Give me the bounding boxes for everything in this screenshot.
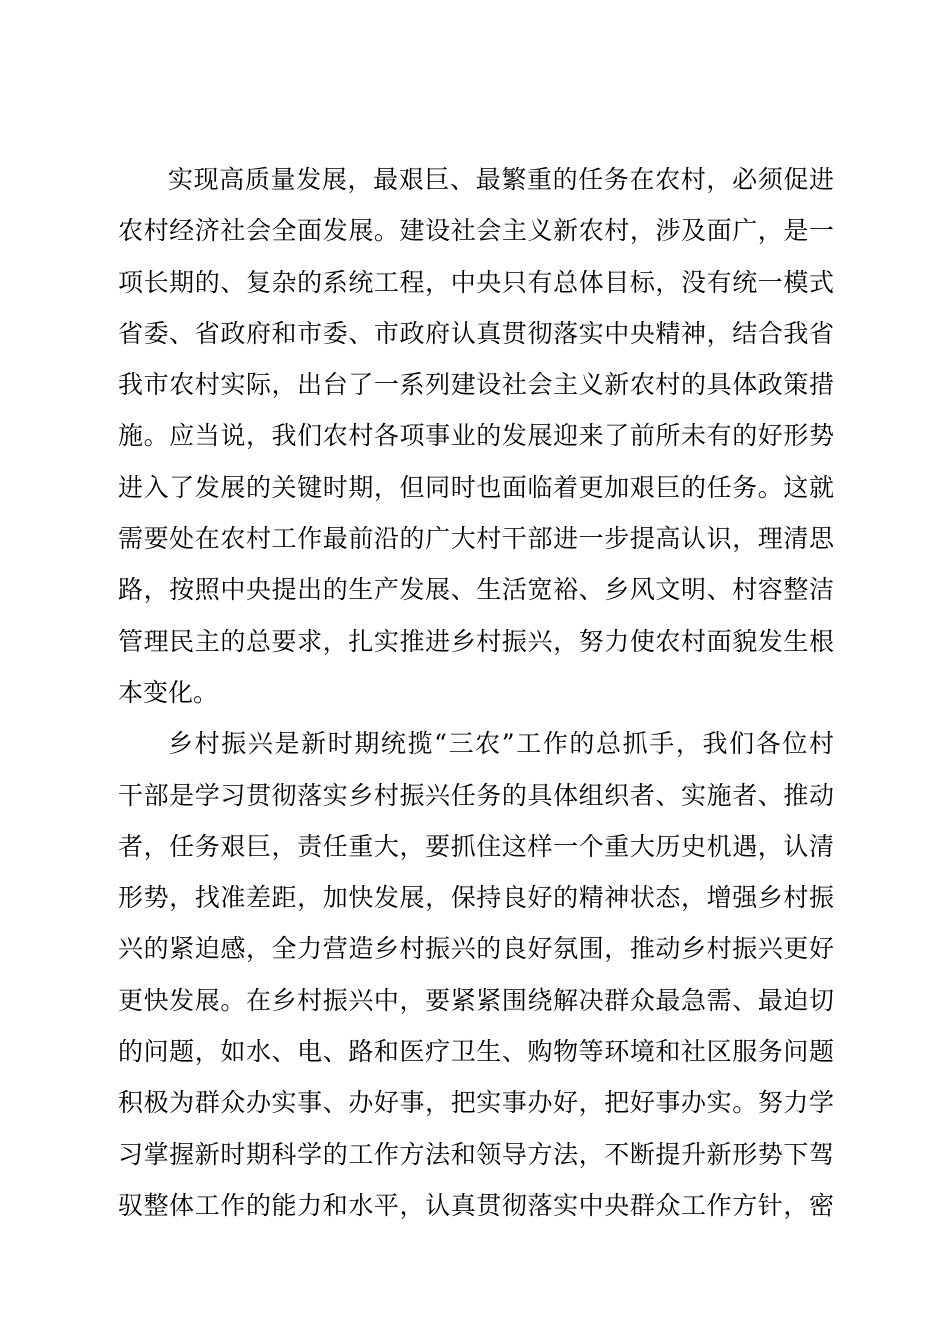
paragraph-2-line-2: 干部是学习贯彻落实乡村振兴任务的具体组织者、实施者、推动 — [118, 780, 834, 810]
paragraph-1-line-2: 农村经济社会全面发展。建设社会主义新农村，涉及面广，是一 — [118, 216, 834, 246]
paragraph-1-line-6: 施。应当说，我们农村各项事业的发展迎来了前所未有的好形势 — [118, 421, 834, 451]
paragraph-2-line-5: 兴的紧迫感，全力营造乡村振兴的良好氛围，推动乡村振兴更好 — [118, 934, 834, 964]
paragraph-2-line-7: 的问题，如水、电、路和医疗卫生、购物等环境和社区服务问题 — [118, 1037, 834, 1067]
paragraph-2-line-9: 习掌握新时期科学的工作方法和领导方法，不断提升新形势下驾 — [118, 1139, 834, 1169]
paragraph-2-line-4: 形势，找准差距，加快发展，保持良好的精神状态，增强乡村振 — [118, 883, 834, 913]
paragraph-1-line-1: 实现高质量发展，最艰巨、最繁重的任务在农村，必须促进 — [168, 165, 834, 194]
paragraph-2-line-1: 乡村振兴是新时期统揽“三农”工作的总抓手，我们各位村 — [168, 729, 834, 759]
paragraph-1-line-7: 进入了发展的关键时期，但同时也面临着更加艰巨的任务。这就 — [118, 472, 834, 502]
paragraph-1-line-3: 项长期的、复杂的系统工程，中央只有总体目标，没有统一模式 — [118, 267, 834, 297]
paragraph-2-line-10: 驭整体工作的能力和水平，认真贯彻落实中央群众工作方针，密 — [118, 1190, 834, 1220]
paragraph-2-line-6: 更快发展。在乡村振兴中，要紧紧围绕解决群众最急需、最迫切 — [118, 985, 834, 1015]
paragraph-1-line-9: 路，按照中央提出的生产发展、生活宽裕、乡风文明、村容整洁 — [118, 575, 834, 605]
paragraph-1-line-8: 需要处在农村工作最前沿的广大村干部进一步提高认识，理清思 — [118, 524, 834, 554]
paragraph-1-line-10: 管理民主的总要求，扎实推进乡村振兴，努力使农村面貌发生根 — [118, 626, 834, 656]
paragraph-1-line-5: 我市农村实际，出台了一系列建设社会主义新农村的具体政策措 — [118, 370, 834, 400]
paragraph-2-line-3: 者，任务艰巨，责任重大，要抓住这样一个重大历史机遇，认清 — [118, 831, 834, 861]
paragraph-1-line-4: 省委、省政府和市委、市政府认真贯彻落实中央精神，结合我省 — [118, 318, 834, 348]
body-text — [118, 154, 834, 1231]
paragraph-2-line-8: 积极为群众办实事、办好事，把实事办好，把好事办实。努力学 — [118, 1088, 834, 1118]
paragraph-1-line-11: 本变化。 — [118, 677, 219, 707]
